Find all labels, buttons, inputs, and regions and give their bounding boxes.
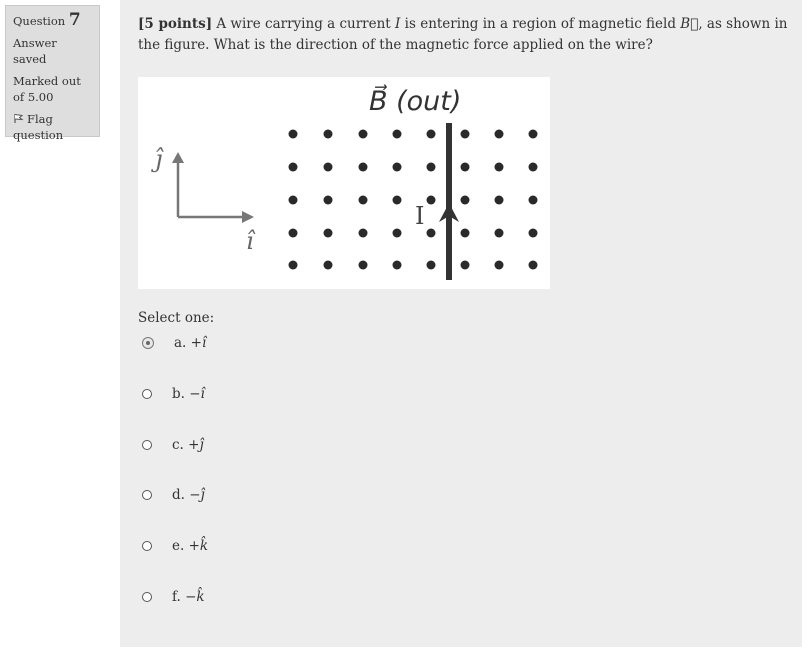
option-prefix: d. −	[172, 487, 201, 503]
field-dot	[495, 196, 504, 205]
field-dot	[529, 261, 538, 270]
field-dot	[427, 196, 436, 205]
answer-option[interactable]	[142, 586, 205, 608]
j-label: ĵ	[155, 145, 163, 173]
magnetic-field-figure	[138, 77, 550, 289]
answer-option[interactable]	[142, 434, 204, 456]
field-dot	[324, 261, 333, 270]
answer-option[interactable]	[142, 383, 205, 405]
question-text-part: A wire carrying a current	[212, 16, 396, 32]
j-arrowhead-icon	[172, 152, 184, 163]
field-dot	[324, 196, 333, 205]
field-dot	[289, 261, 298, 270]
current-wire	[446, 123, 452, 280]
field-dot	[427, 261, 436, 270]
radio-button[interactable]	[142, 490, 152, 500]
option-symbol: ĵ	[199, 437, 204, 453]
radio-button[interactable]	[142, 541, 152, 551]
option-prefix: c. +	[172, 437, 200, 453]
field-dot	[393, 229, 402, 238]
question-number-label	[13, 12, 92, 29]
question-info-panel	[5, 5, 100, 142]
option-prefix: b. −	[172, 386, 201, 402]
field-variable: B⃗	[680, 16, 699, 32]
field-dot	[289, 130, 298, 139]
field-dot	[359, 261, 368, 270]
figure-svg	[138, 77, 550, 289]
field-dots	[289, 130, 538, 270]
option-prefix: f. −	[172, 589, 197, 605]
field-dot	[427, 130, 436, 139]
field-dot	[461, 163, 470, 172]
field-dot	[359, 130, 368, 139]
select-one-label: Select one:	[138, 310, 215, 326]
field-dot	[495, 163, 504, 172]
field-dot	[529, 130, 538, 139]
field-dot	[529, 196, 538, 205]
current-label: I	[415, 202, 425, 230]
option-symbol: k̂	[196, 589, 205, 605]
field-dot	[393, 163, 402, 172]
radio-button[interactable]	[142, 389, 152, 399]
field-dot	[461, 130, 470, 139]
option-symbol: ĵ	[200, 487, 205, 503]
field-dot	[529, 163, 538, 172]
field-dot	[359, 163, 368, 172]
flag-question-label: Flag question	[13, 112, 64, 142]
field-dot	[495, 229, 504, 238]
radio-button[interactable]	[142, 592, 152, 602]
field-dot	[427, 163, 436, 172]
i-label: î	[246, 227, 254, 255]
field-dot	[393, 261, 402, 270]
option-symbol: k̂	[199, 538, 209, 554]
field-dot	[289, 229, 298, 238]
field-dot	[324, 229, 333, 238]
field-dot	[289, 163, 298, 172]
question-label: Question	[13, 14, 66, 28]
field-dot	[495, 130, 504, 139]
field-dot	[529, 229, 538, 238]
marked-out-of: Marked out of 5.00	[13, 74, 81, 104]
field-dot	[461, 196, 470, 205]
figure-title: B⃗ (out)	[369, 86, 462, 117]
field-dot	[393, 196, 402, 205]
field-dot	[427, 229, 436, 238]
flag-question-link[interactable]	[13, 111, 92, 143]
field-dot	[324, 163, 333, 172]
radio-button[interactable]	[142, 440, 152, 450]
field-dot	[461, 261, 470, 270]
question-text-part: , as shown in the figure. What is the direction of the magnetic force applied on the wire?	[138, 16, 788, 53]
answer-option[interactable]	[142, 484, 205, 506]
field-dot	[359, 229, 368, 238]
field-dot	[393, 130, 402, 139]
field-dot	[461, 229, 470, 238]
question-text	[138, 14, 788, 56]
field-dot	[324, 130, 333, 139]
i-arrowhead-icon	[242, 211, 254, 223]
option-prefix: e. +	[172, 538, 200, 554]
option-symbol: î	[201, 335, 207, 351]
answer-option[interactable]	[142, 535, 208, 557]
question-content	[120, 0, 802, 647]
current-variable: I	[395, 16, 401, 32]
field-dot	[495, 261, 504, 270]
option-symbol: î	[200, 386, 205, 402]
question-text-part: is entering in a region of magnetic field	[400, 16, 681, 32]
answer-option[interactable]	[142, 332, 206, 354]
question-number: 7	[68, 10, 81, 30]
points-label: [5 points]	[138, 16, 213, 32]
radio-button[interactable]	[142, 337, 154, 349]
option-prefix: a. +	[174, 335, 202, 351]
field-dot	[359, 196, 368, 205]
flag-icon	[13, 113, 24, 124]
answer-status: Answer saved	[13, 36, 57, 66]
field-dot	[289, 196, 298, 205]
